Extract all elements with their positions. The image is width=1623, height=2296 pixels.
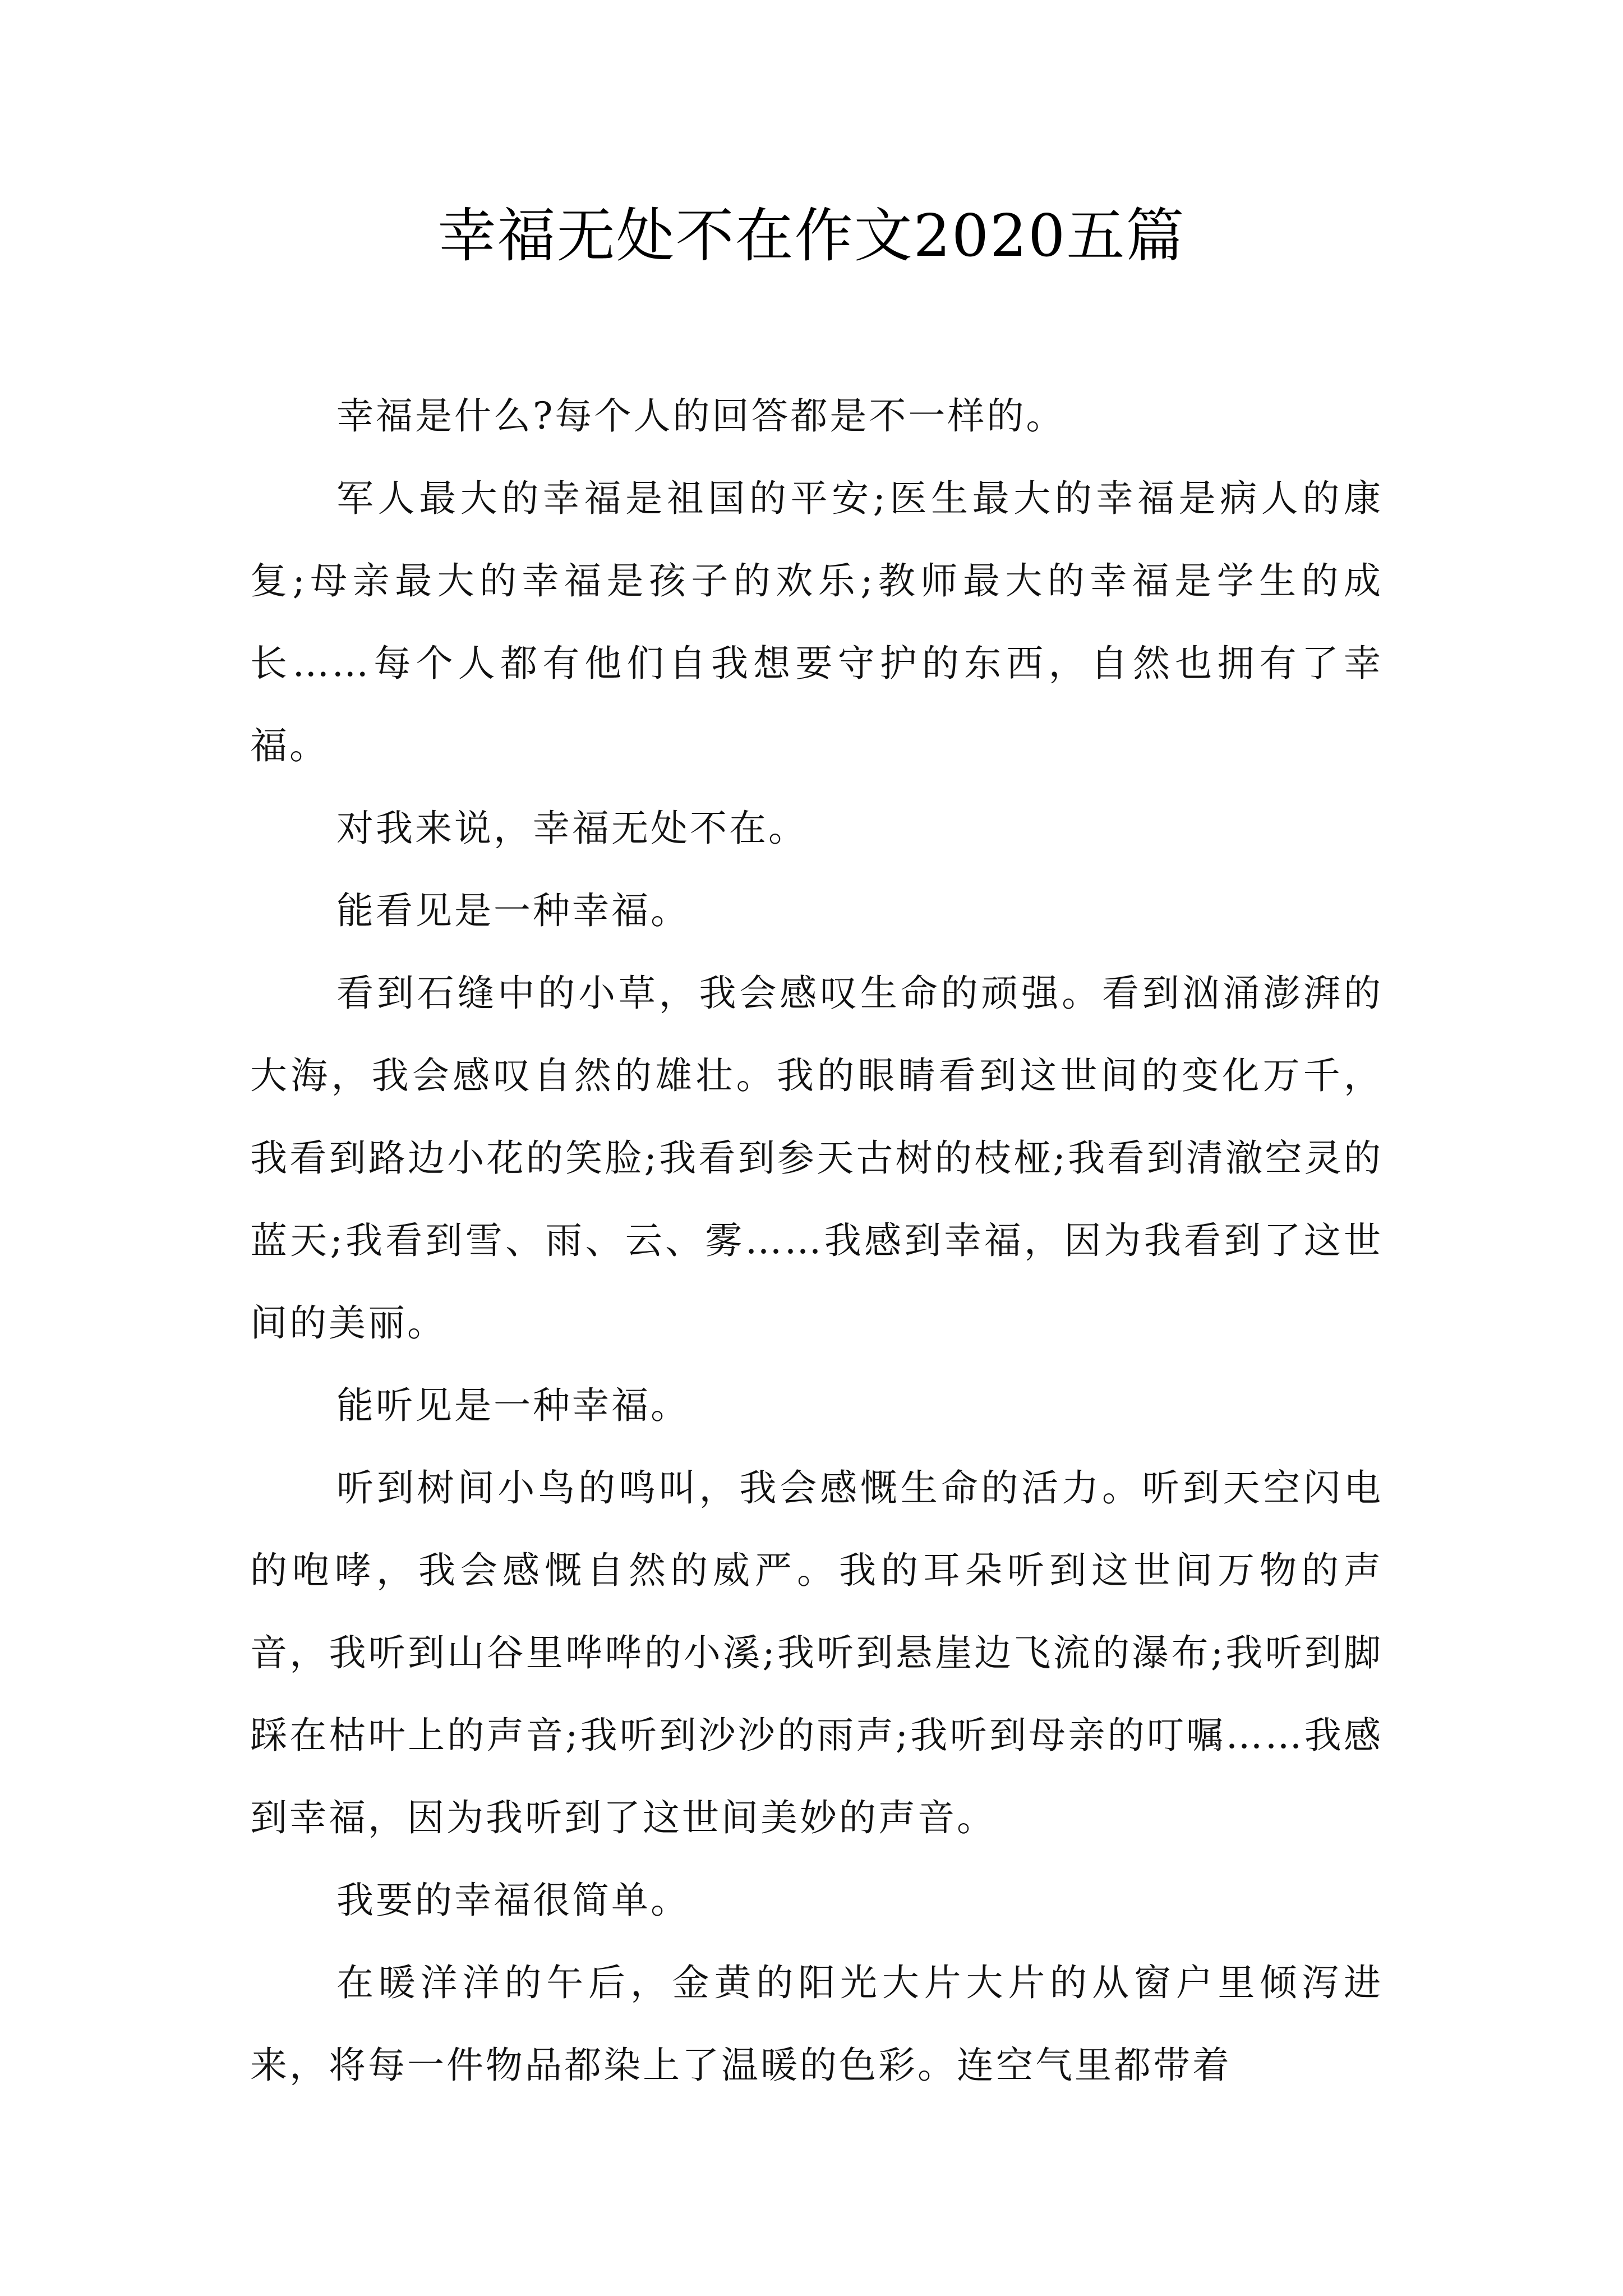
paragraph: 幸福是什么?每个人的回答都是不一样的。 [336, 394, 1066, 438]
paragraph: 听到树间小鸟的鸣叫，我会感慨生命的活力。听到天空闪电的咆哮，我会感慨自然的威严。我的耳朵听到这世间万物的声音，我听到山谷里哗哗的小溪;我听到悬崖边飞流的瀑布;我听到脚踩在枯叶上的声音;我听到沙沙的雨声;我听到母亲的叮嘱……我感到幸福，因为我听到了这世间美妙的声音。 [250, 1466, 1383, 1839]
document-body [250, 375, 1383, 2106]
paragraph: 我要的幸福很简单。 [336, 1879, 690, 1922]
paragraph: 在暖洋洋的午后，金黄的阳光大片大片的从窗户里倾泻进来，将每一件物品都染上了温暖的色彩。连空气里都带着 [250, 1961, 1383, 2087]
paragraph: 能听见是一种幸福。 [336, 1384, 690, 1427]
document-title: 幸福无处不在作文2020五篇 [437, 201, 1186, 270]
paragraph: 能看见是一种幸福。 [336, 889, 690, 932]
paragraph: 看到石缝中的小草，我会感叹生命的顽强。看到汹涌澎湃的大海，我会感叹自然的雄壮。我的眼睛看到这世间的变化万千，我看到路边小花的笑脸;我看到参天古树的枝桠;我看到清澈空灵的蓝天;我看到雪、雨、云、雾……我感到幸福，因为我看到了这世间的美丽。 [250, 972, 1383, 1345]
paragraph: 军人最大的幸福是祖国的平安;医生最大的幸福是病人的康复;母亲最大的幸福是孩子的欢乐;教师最大的幸福是学生的成长……每个人都有他们自我想要守护的东西，自然也拥有了幸福。 [250, 477, 1383, 767]
paragraph: 对我来说，幸福无处不在。 [336, 807, 808, 850]
